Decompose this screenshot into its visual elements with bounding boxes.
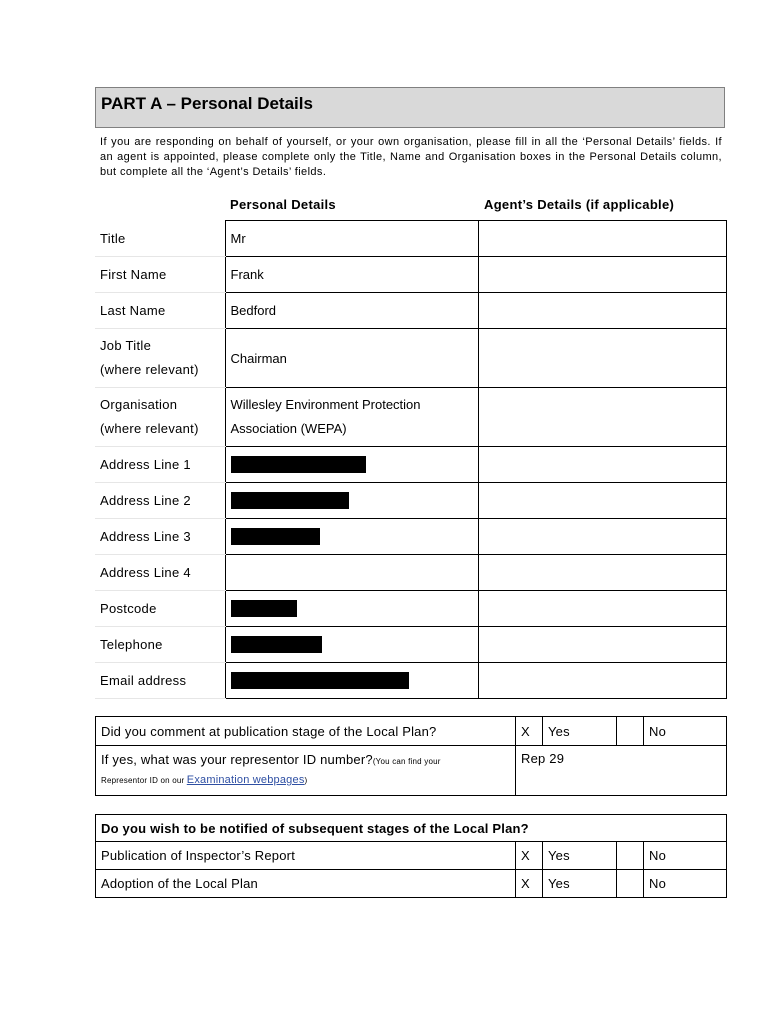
section-header (95, 87, 725, 128)
representor-id-row (96, 746, 727, 796)
agent-first-name-field[interactable] (478, 257, 726, 293)
job-title-label-line1: Job Title (100, 338, 152, 353)
representor-id-hint-2: Representor ID on our (101, 776, 187, 785)
representor-id-prompt: If yes, what was your representor ID number? (101, 752, 373, 767)
job-title-label (95, 329, 225, 388)
address4-field[interactable] (225, 555, 478, 591)
intro-text: If you are responding on behalf of yourself, or your own organisation, please fill in all the ‘Personal Details’ fields. If an agent is appointed, please complete only the Title, Name and Organisation boxes in the Personal Details column, but complete all the ‘Agent’s Details’ fields. (100, 136, 722, 178)
representor-id-hint-3: ) (304, 776, 308, 785)
row-job-title (95, 329, 726, 388)
notify-table (95, 814, 727, 898)
title-field[interactable]: Mr (225, 221, 478, 257)
organisation-value-line1: Willesley Environment Protection (230, 397, 421, 412)
redaction-bar (231, 636, 322, 653)
notify-no-label: No (644, 842, 727, 870)
organisation-label (95, 388, 225, 447)
first-name-label: First Name (95, 257, 225, 293)
redaction-bar (231, 528, 320, 545)
comment-table (95, 716, 727, 796)
agent-address3-field[interactable] (478, 519, 726, 555)
organisation-field[interactable] (225, 388, 478, 447)
redaction-bar (231, 492, 349, 509)
notify-yes-label: Yes (543, 870, 617, 898)
notify-row (96, 870, 727, 898)
address2-label: Address Line 2 (95, 483, 225, 519)
address2-field[interactable] (225, 483, 478, 519)
organisation-value-line2: Association (WEPA) (230, 421, 347, 436)
email-label: Email address (95, 663, 225, 699)
job-title-label-line2: (where relevant) (100, 362, 199, 377)
redaction-bar (231, 672, 409, 689)
notify-row-label: Publication of Inspector’s Report (96, 842, 516, 870)
notify-row-label: Adoption of the Local Plan (96, 870, 516, 898)
postcode-field[interactable] (225, 591, 478, 627)
organisation-label-line2: (where relevant) (100, 421, 199, 436)
address4-label: Address Line 4 (95, 555, 225, 591)
agent-telephone-field[interactable] (478, 627, 726, 663)
row-telephone (95, 627, 726, 663)
address3-label: Address Line 3 (95, 519, 225, 555)
section-title: PART A – Personal Details (101, 94, 313, 113)
row-first-name (95, 257, 726, 293)
details-table (95, 220, 727, 699)
address1-label: Address Line 1 (95, 447, 225, 483)
notify-row (96, 842, 727, 870)
notify-no-checkbox[interactable] (617, 842, 644, 870)
comment-question: Did you comment at publication stage of the Local Plan? (96, 717, 516, 746)
row-address2 (95, 483, 726, 519)
comment-row (96, 717, 727, 746)
organisation-label-line1: Organisation (100, 397, 178, 412)
agent-organisation-field[interactable] (478, 388, 726, 447)
comment-no-label: No (644, 717, 727, 746)
notify-yes-checkbox[interactable]: X (516, 842, 543, 870)
redaction-bar (231, 456, 366, 473)
postcode-label: Postcode (95, 591, 225, 627)
redaction-bar (231, 600, 297, 617)
address1-field[interactable] (225, 447, 478, 483)
agent-email-field[interactable] (478, 663, 726, 699)
row-address4 (95, 555, 726, 591)
telephone-field[interactable] (225, 627, 478, 663)
representor-id-question (96, 746, 516, 796)
agent-address2-field[interactable] (478, 483, 726, 519)
address3-field[interactable] (225, 519, 478, 555)
row-address1 (95, 447, 726, 483)
first-name-field[interactable]: Frank (225, 257, 478, 293)
job-title-field[interactable]: Chairman (225, 329, 478, 388)
notify-heading-row (96, 815, 727, 842)
row-address3 (95, 519, 726, 555)
comment-yes-checkbox[interactable]: X (516, 717, 543, 746)
notify-no-label: No (644, 870, 727, 898)
telephone-label: Telephone (95, 627, 225, 663)
examination-webpages-link[interactable]: Examination webpages (186, 774, 305, 786)
title-label: Title (95, 221, 225, 257)
notify-no-checkbox[interactable] (617, 870, 644, 898)
representor-id-field[interactable]: Rep 29 (516, 746, 727, 796)
row-organisation (95, 388, 726, 447)
notify-yes-checkbox[interactable]: X (516, 870, 543, 898)
last-name-field[interactable]: Bedford (225, 293, 478, 329)
row-email (95, 663, 726, 699)
agent-job-title-field[interactable] (478, 329, 726, 388)
email-field[interactable] (225, 663, 478, 699)
agent-details-heading: Agent’s Details (if applicable) (484, 197, 675, 212)
agent-address1-field[interactable] (478, 447, 726, 483)
row-last-name (95, 293, 726, 329)
last-name-label: Last Name (95, 293, 225, 329)
agent-last-name-field[interactable] (478, 293, 726, 329)
notify-heading: Do you wish to be notified of subsequent stages of the Local Plan? (96, 815, 727, 842)
notify-yes-label: Yes (543, 842, 617, 870)
row-title (95, 221, 726, 257)
agent-postcode-field[interactable] (478, 591, 726, 627)
comment-no-checkbox[interactable] (617, 717, 644, 746)
comment-yes-label: Yes (543, 717, 617, 746)
row-postcode (95, 591, 726, 627)
agent-title-field[interactable] (478, 221, 726, 257)
agent-address4-field[interactable] (478, 555, 726, 591)
representor-id-hint: (You can find your (372, 757, 441, 766)
personal-details-heading: Personal Details (230, 197, 336, 212)
